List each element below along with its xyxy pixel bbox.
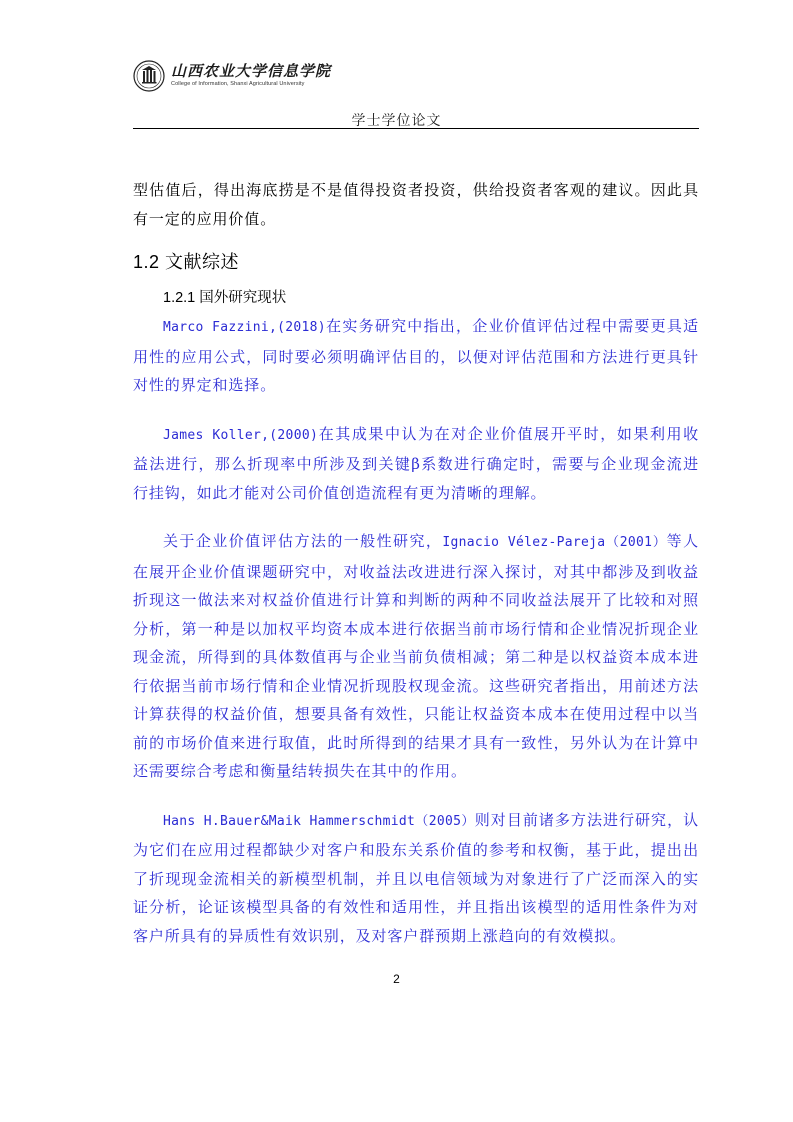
paragraph-fazzini (133, 312, 699, 400)
header-divider (133, 128, 699, 129)
logo-chinese-name: 山西农业大学信息学院 (171, 62, 332, 81)
citation-bauer: Hans H.Bauer&Maik Hammerschmidt（2005） (163, 813, 475, 829)
page-number: 2 (393, 972, 400, 986)
paragraph-velez-pareja (133, 527, 699, 786)
paragraph-gap (133, 786, 699, 806)
section-heading-1-2: 1.2 文献综述 (133, 252, 240, 272)
paragraph-gap (133, 507, 699, 527)
college-emblem-icon (133, 60, 165, 92)
paragraph-fazzini-text: 在实务研究中指出，企业价值评估过程中需要更具适用性的应用公式，同时要必须明确评估目的，以便对评估范围和方法进行更具针对性的界定和选择。 (133, 317, 699, 394)
citation-velez-pareja: Ignacio Vélez-Pareja（2001） (442, 535, 667, 550)
paragraph-velez-pareja-text: 等人在展开企业价值课题研究中，对收益法改进进行深入探讨，对其中都涉及到收益折现这一做法来对权益价值进行计算和判断的两种不同收益法展开了比较和对照分析，第一种是以加权平均资本成本进行依据当前市场行情和企业情况折现企业现金流，所得到的具体数值再与企业当前负债相减；第二种是以权益资本成本进行依据当前市场行情和企业情况折现股权现金流。这些研究者指出，用前述方法计算获得的权益价值，想要具备有效性，只能让权益资本成本在使用过程中以当前的市场价值来进行取值，此时所得到的结果才具有一致性，另外认为在计算中还需要综合考虑和衡量结转损失在其中的作用。 (133, 532, 700, 780)
paragraph-gap (133, 400, 699, 420)
paragraph-koller (133, 420, 699, 508)
citation-fazzini: Marco Fazzini,(2018) (163, 320, 326, 335)
subsection-heading-1-2-1: 1.2.1 国外研究现状 (163, 290, 287, 306)
paragraph-koller-text: 在其成果中认为在对企业价值展开平时，如果利用收益法进行，那么折现率中所涉及到关键β系数进行确定时，需要与企业现金流进行挂钩，如此才能对公司价值创造流程有更为清晰的理解。 (133, 424, 699, 502)
citation-koller: James Koller,(2000) (163, 427, 319, 443)
college-logo (133, 60, 331, 92)
paragraph-velez-pareja-lead: 关于企业价值评估方法的一般性研究， (163, 532, 443, 550)
main-content (133, 176, 699, 950)
running-header-title: 学士学位论文 (351, 113, 442, 129)
paragraph-continuation: 型估值后，得出海底捞是不是值得投资者投资，供给投资者客观的建议。因此具有一定的应用价值。 (133, 181, 699, 228)
paragraph-bauer (133, 806, 699, 951)
logo-english-name: College of Information, Shanxi Agricultural University (171, 81, 305, 88)
paragraph-bauer-text: 则对目前诸多方法进行研究，认为它们在应用过程都缺少对客户和股东关系价值的参考和权衡，基于此，提出出了折现现金流相关的新模型机制，并且以电信领域为对象进行了广泛而深入的实证分析，论证该模型具备的有效性和适用性，并且指出该模型的适用性条件为对客户所具有的异质性有效识别，及对客户群预期上涨趋向的有效模拟。 (133, 810, 699, 945)
